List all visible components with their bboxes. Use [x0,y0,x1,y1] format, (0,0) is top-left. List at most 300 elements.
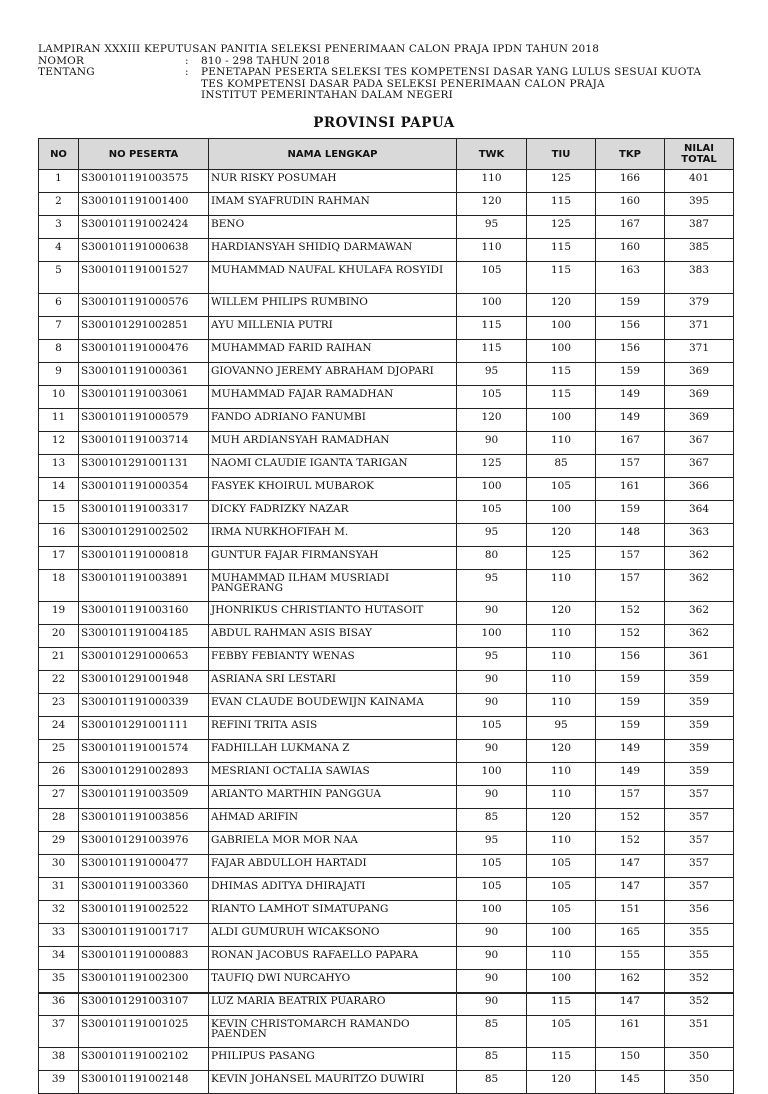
cell-twk: 105 [457,262,527,294]
cell-tkp: 159 [596,717,665,740]
cell-tiu: 95 [527,717,596,740]
cell-nama: NUR RISKY POSUMAH [209,170,457,193]
cell-twk: 90 [457,970,527,993]
cell-no: 21 [39,648,79,671]
cell-total: 379 [665,294,734,317]
table-row [39,317,734,340]
cell-twk: 90 [457,671,527,694]
cell-tiu: 120 [527,524,596,547]
cell-total: 357 [665,786,734,809]
cell-total: 395 [665,193,734,216]
cell-nama: ARIANTO MARTHIN PANGGUA [209,786,457,809]
cell-nama: AYU MILLENIA PUTRI [209,317,457,340]
cell-total: 383 [665,262,734,294]
cell-total: 363 [665,524,734,547]
cell-nama: DHIMAS ADITYA DHIRAJATI [209,878,457,901]
table-row [39,602,734,625]
tentang-value [201,67,738,102]
cell-twk: 120 [457,193,527,216]
cell-nama: NAOMI CLAUDIE IGANTA TARIGAN [209,455,457,478]
cell-no-peserta: S300101191002522 [79,901,209,924]
table-row [39,970,734,993]
cell-no-peserta: S300101291003976 [79,832,209,855]
cell-tiu: 100 [527,501,596,524]
cell-twk: 80 [457,547,527,570]
cell-no: 29 [39,832,79,855]
cell-twk: 90 [457,602,527,625]
cell-total: 359 [665,740,734,763]
cell-twk: 115 [457,317,527,340]
cell-tkp: 159 [596,694,665,717]
cell-tkp: 167 [596,432,665,455]
cell-nama: GABRIELA MOR MOR NAA [209,832,457,855]
cell-no: 8 [39,340,79,363]
cell-tkp: 160 [596,239,665,262]
cell-tkp: 148 [596,524,665,547]
table-row [39,671,734,694]
cell-no-peserta: S300101191003575 [79,170,209,193]
cell-no: 24 [39,717,79,740]
cell-total: 364 [665,501,734,524]
cell-twk: 95 [457,524,527,547]
cell-no: 6 [39,294,79,317]
table-body [39,170,734,1094]
cell-nama: RIANTO LAMHOT SIMATUPANG [209,901,457,924]
cell-tkp: 147 [596,855,665,878]
col-header-no-peserta: NO PESERTA [79,139,209,170]
cell-no: 32 [39,901,79,924]
table-row [39,763,734,786]
cell-tkp: 160 [596,193,665,216]
cell-nama: FANDO ADRIANO FANUMBI [209,409,457,432]
cell-tkp: 147 [596,878,665,901]
cell-tiu: 105 [527,878,596,901]
cell-total: 366 [665,478,734,501]
nomor-colon: : [185,54,189,67]
cell-no-peserta: S300101191001717 [79,924,209,947]
cell-nama: FASYEK KHOIRUL MUBAROK [209,478,457,501]
cell-nama: BENO [209,216,457,239]
table-row [39,1016,734,1048]
cell-twk: 105 [457,855,527,878]
cell-tiu: 105 [527,855,596,878]
cell-nama: KEVIN CHRISTOMARCH RAMANDO PAENDEN [209,1016,457,1048]
cell-tkp: 149 [596,386,665,409]
cell-total: 355 [665,924,734,947]
cell-no: 9 [39,363,79,386]
table-row [39,1048,734,1071]
cell-no: 13 [39,455,79,478]
table-row [39,239,734,262]
nilai-label: NILAI [684,143,714,154]
tentang-colon: : [185,66,189,78]
tentang-line-1: PENETAPAN PESERTA SELEKSI TES KOMPETENSI DASAR YANG LULUS SESUAI KUOTA [201,66,702,78]
cell-nama: EVAN CLAUDE BOUDEWIJN KAINAMA [209,694,457,717]
table-row [39,363,734,386]
cell-nama: MUH ARDIANSYAH RAMADHAN [209,432,457,455]
cell-no-peserta: S300101191001400 [79,193,209,216]
cell-tiu: 100 [527,317,596,340]
cell-total: 351 [665,1016,734,1048]
cell-total: 385 [665,239,734,262]
cell-no-peserta: S300101191000339 [79,694,209,717]
cell-total: 367 [665,455,734,478]
cell-no-peserta: S300101291001111 [79,717,209,740]
cell-no-peserta: S300101191001574 [79,740,209,763]
cell-total: 361 [665,648,734,671]
cell-tkp: 156 [596,648,665,671]
cell-no-peserta: S300101191002102 [79,1048,209,1071]
cell-nama: REFINI TRITA ASIS [209,717,457,740]
cell-tkp: 166 [596,170,665,193]
cell-nama: DICKY FADRIZKY NAZAR [209,501,457,524]
cell-nama: MUHAMMAD FAJAR RAMADHAN [209,386,457,409]
cell-no: 26 [39,763,79,786]
cell-twk: 90 [457,993,527,1016]
cell-no-peserta: S300101291002851 [79,317,209,340]
cell-tiu: 120 [527,602,596,625]
cell-no: 35 [39,970,79,993]
cell-no: 3 [39,216,79,239]
cell-tkp: 156 [596,340,665,363]
cell-no: 7 [39,317,79,340]
cell-tkp: 152 [596,625,665,648]
table-row [39,170,734,193]
results-table [38,138,734,1094]
cell-no: 39 [39,1071,79,1094]
cell-tkp: 157 [596,547,665,570]
cell-no-peserta: S300101191002300 [79,970,209,993]
cell-no-peserta: S300101191003061 [79,386,209,409]
table-row [39,340,734,363]
cell-no-peserta: S300101191000354 [79,478,209,501]
cell-no: 10 [39,386,79,409]
table-row [39,809,734,832]
cell-tiu: 105 [527,901,596,924]
cell-tkp: 159 [596,363,665,386]
cell-total: 352 [665,993,734,1016]
cell-tiu: 120 [527,1071,596,1094]
cell-no-peserta: S300101191003360 [79,878,209,901]
cell-total: 350 [665,1071,734,1094]
cell-tiu: 110 [527,432,596,455]
cell-total: 359 [665,717,734,740]
cell-tkp: 161 [596,1016,665,1048]
cell-no-peserta: S300101291001948 [79,671,209,694]
cell-total: 362 [665,570,734,602]
cell-tkp: 165 [596,924,665,947]
table-row [39,570,734,602]
cell-twk: 95 [457,648,527,671]
cell-nama: MESRIANI OCTALIA SAWIAS [209,763,457,786]
cell-twk: 105 [457,386,527,409]
cell-twk: 105 [457,501,527,524]
cell-tiu: 120 [527,740,596,763]
lampiran-line [38,44,738,56]
cell-nama: HARDIANSYAH SHIDIQ DARMAWAN [209,239,457,262]
cell-tiu: 110 [527,671,596,694]
cell-no: 2 [39,193,79,216]
cell-nama: FADHILLAH LUKMANA Z [209,740,457,763]
cell-nama: LUZ MARIA BEATRIX PUARARO [209,993,457,1016]
cell-total: 350 [665,1048,734,1071]
cell-twk: 105 [457,878,527,901]
table-row [39,478,734,501]
cell-tkp: 149 [596,763,665,786]
cell-twk: 125 [457,455,527,478]
cell-nama: PHILIPUS PASANG [209,1048,457,1071]
nomor-label: NOMOR [38,54,85,67]
cell-no-peserta: S300101191003509 [79,786,209,809]
table-row [39,740,734,763]
cell-no-peserta: S300101191002424 [79,216,209,239]
cell-nama: IRMA NURKHOFIFAH M. [209,524,457,547]
cell-tkp: 162 [596,970,665,993]
cell-no: 5 [39,262,79,294]
table-row [39,832,734,855]
cell-total: 401 [665,170,734,193]
cell-total: 362 [665,547,734,570]
cell-tiu: 110 [527,625,596,648]
cell-twk: 90 [457,786,527,809]
nomor-value: 810 - 298 TAHUN 2018 [201,54,330,67]
table-row [39,524,734,547]
cell-tiu: 115 [527,262,596,294]
cell-no: 28 [39,809,79,832]
cell-tiu: 120 [527,809,596,832]
province-title: PROVINSI PAPUA [313,115,455,131]
cell-tkp: 159 [596,294,665,317]
cell-twk: 105 [457,717,527,740]
cell-tkp: 147 [596,993,665,1016]
cell-nama: FAJAR ABDULLOH HARTADI [209,855,457,878]
cell-no-peserta: S300101191000818 [79,547,209,570]
table-row [39,901,734,924]
cell-tiu: 100 [527,340,596,363]
cell-no: 34 [39,947,79,970]
cell-nama: AHMAD ARIFIN [209,809,457,832]
cell-no-peserta: S300101291002502 [79,524,209,547]
cell-twk: 110 [457,170,527,193]
cell-nama: ABDUL RAHMAN ASIS BISAY [209,625,457,648]
cell-no-peserta: S300101191000476 [79,340,209,363]
col-header-tiu: TIU [527,139,596,170]
cell-no: 37 [39,1016,79,1048]
cell-twk: 95 [457,216,527,239]
cell-no: 14 [39,478,79,501]
cell-tkp: 149 [596,740,665,763]
cell-total: 359 [665,671,734,694]
cell-total: 359 [665,763,734,786]
cell-tiu: 110 [527,786,596,809]
cell-no-peserta: S300101191000361 [79,363,209,386]
cell-total: 369 [665,386,734,409]
cell-nama: MUHAMMAD ILHAM MUSRIADI PANGERANG [209,570,457,602]
cell-no: 38 [39,1048,79,1071]
cell-tiu: 125 [527,216,596,239]
cell-no-peserta: S300101191001025 [79,1016,209,1048]
tentang-line-3: INSTITUT PEMERINTAHAN DALAM NEGERI [201,89,453,101]
cell-tiu: 105 [527,1016,596,1048]
cell-no: 36 [39,993,79,1016]
cell-total: 369 [665,363,734,386]
cell-no: 20 [39,625,79,648]
cell-tiu: 120 [527,294,596,317]
cell-tiu: 110 [527,832,596,855]
cell-twk: 115 [457,340,527,363]
cell-nama: IMAM SYAFRUDIN RAHMAN [209,193,457,216]
cell-total: 352 [665,970,734,993]
cell-tiu: 115 [527,239,596,262]
cell-twk: 120 [457,409,527,432]
cell-no: 17 [39,547,79,570]
cell-tkp: 155 [596,947,665,970]
cell-tiu: 115 [527,363,596,386]
table-row [39,262,734,294]
cell-nama: MUHAMMAD FARID RAIHAN [209,340,457,363]
cell-tkp: 152 [596,809,665,832]
cell-no: 22 [39,671,79,694]
cell-total: 369 [665,409,734,432]
cell-tkp: 157 [596,786,665,809]
cell-twk: 90 [457,740,527,763]
table-row [39,648,734,671]
cell-no: 31 [39,878,79,901]
cell-tkp: 149 [596,409,665,432]
cell-no-peserta: S300101191003891 [79,570,209,602]
cell-tkp: 157 [596,570,665,602]
cell-no-peserta: S300101191001527 [79,262,209,294]
cell-no-peserta: S300101291003107 [79,993,209,1016]
cell-no: 11 [39,409,79,432]
cell-total: 357 [665,878,734,901]
cell-no-peserta: S300101191003160 [79,602,209,625]
cell-no-peserta: S300101291001131 [79,455,209,478]
col-header-nilai-total [665,139,734,170]
cell-no: 27 [39,786,79,809]
cell-twk: 110 [457,239,527,262]
cell-twk: 85 [457,1071,527,1094]
cell-total: 371 [665,317,734,340]
table-header-row [39,139,734,170]
cell-tiu: 100 [527,970,596,993]
cell-tiu: 110 [527,570,596,602]
cell-nama: RONAN JACOBUS RAFAELLO PAPARA [209,947,457,970]
cell-twk: 95 [457,570,527,602]
cell-no: 30 [39,855,79,878]
cell-no-peserta: S300101191000638 [79,239,209,262]
cell-no-peserta: S300101191003317 [79,501,209,524]
cell-twk: 90 [457,694,527,717]
table-row [39,1071,734,1094]
table-row [39,409,734,432]
cell-tkp: 159 [596,671,665,694]
cell-nama: JHONRIKUS CHRISTIANTO HUTASOIT [209,602,457,625]
table-row [39,878,734,901]
cell-no: 1 [39,170,79,193]
cell-no: 4 [39,239,79,262]
table-row [39,786,734,809]
table-row [39,547,734,570]
cell-tiu: 115 [527,993,596,1016]
cell-no: 12 [39,432,79,455]
cell-nama: WILLEM PHILIPS RUMBINO [209,294,457,317]
cell-twk: 100 [457,625,527,648]
cell-tiu: 125 [527,547,596,570]
table-row [39,993,734,1016]
tentang-label: TENTANG [38,66,95,78]
cell-tiu: 105 [527,478,596,501]
table-row [39,432,734,455]
cell-nama: GIOVANNO JEREMY ABRAHAM DJOPARI [209,363,457,386]
cell-no-peserta: S300101191000883 [79,947,209,970]
cell-nama: GUNTUR FAJAR FIRMANSYAH [209,547,457,570]
cell-twk: 95 [457,363,527,386]
cell-twk: 90 [457,947,527,970]
table-row [39,855,734,878]
cell-no-peserta: S300101191000579 [79,409,209,432]
cell-total: 356 [665,901,734,924]
cell-no: 18 [39,570,79,602]
lampiran-text: LAMPIRAN XXXIII KEPUTUSAN PANITIA SELEKSI PENERIMAAN CALON PRAJA IPDN TAHUN 2018 [38,43,600,55]
cell-no-peserta: S300101191003856 [79,809,209,832]
table-row [39,947,734,970]
cell-twk: 95 [457,832,527,855]
cell-tkp: 161 [596,478,665,501]
cell-tiu: 85 [527,455,596,478]
cell-total: 371 [665,340,734,363]
cell-tiu: 125 [527,170,596,193]
cell-tkp: 152 [596,602,665,625]
total-label: TOTAL [681,154,717,165]
cell-tiu: 100 [527,409,596,432]
cell-twk: 90 [457,432,527,455]
table-row [39,625,734,648]
cell-total: 359 [665,694,734,717]
cell-total: 357 [665,832,734,855]
table-row [39,694,734,717]
cell-no: 16 [39,524,79,547]
cell-total: 355 [665,947,734,970]
table-row [39,455,734,478]
cell-tiu: 110 [527,947,596,970]
cell-tiu: 100 [527,924,596,947]
cell-nama: ASRIANA SRI LESTARI [209,671,457,694]
cell-no: 33 [39,924,79,947]
table-row [39,386,734,409]
cell-no-peserta: S300101191000477 [79,855,209,878]
cell-no: 15 [39,501,79,524]
cell-twk: 85 [457,1016,527,1048]
cell-twk: 100 [457,763,527,786]
cell-tiu: 115 [527,1048,596,1071]
cell-total: 367 [665,432,734,455]
cell-no: 25 [39,740,79,763]
cell-total: 362 [665,625,734,648]
cell-no-peserta: S300101191003714 [79,432,209,455]
table-row [39,294,734,317]
footer-rule [38,993,733,994]
cell-tkp: 151 [596,901,665,924]
cell-total: 357 [665,855,734,878]
cell-tiu: 115 [527,386,596,409]
cell-nama: ALDI GUMURUH WICAKSONO [209,924,457,947]
cell-tiu: 110 [527,648,596,671]
cell-twk: 85 [457,1048,527,1071]
col-header-no: NO [39,139,79,170]
cell-no-peserta: S300101291002893 [79,763,209,786]
document-header [38,44,738,102]
